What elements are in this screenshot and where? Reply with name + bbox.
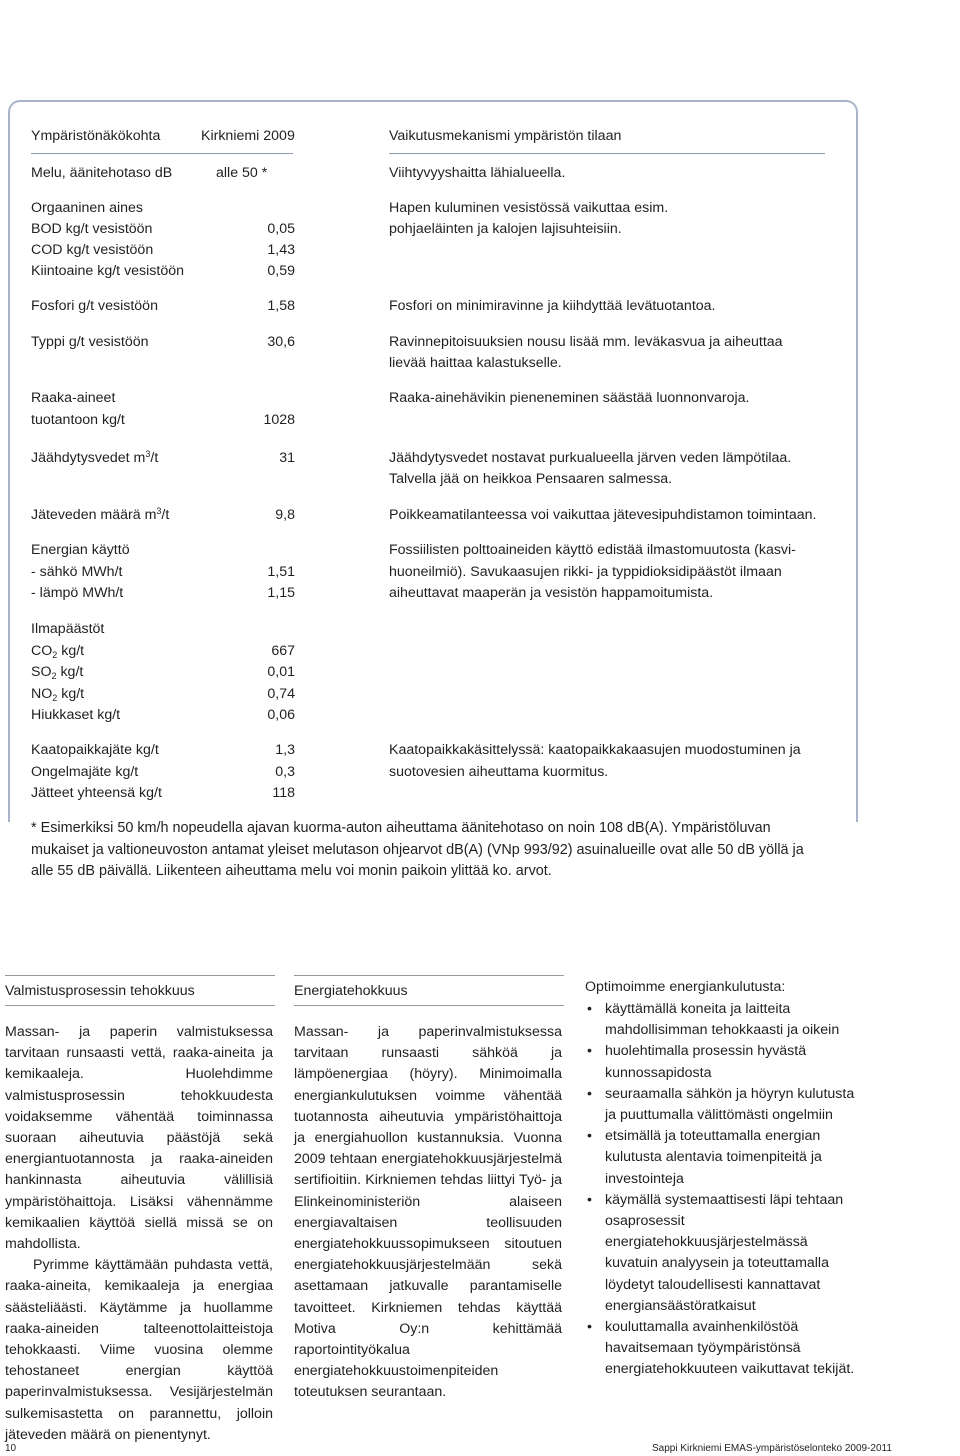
row-waste-total-value: 118 xyxy=(272,785,295,801)
row-wastewater-value: 9,8 xyxy=(275,507,295,523)
table-footnote: * Esimerkiksi 50 km/h nopeudella ajavan kuorma-auton aiheuttama äänitehotaso on noin 108 dB(A). Ympäristöluvan mukaiset ja valtioneuvoston antamat yleiset melutason ohjearvot dB(A) (VNp 993/92) asuinalueille ovat alle 50 dB yöllä ja alle 55 dB päivällä. Liikenteen aiheuttama melu voi monin paikoin ylittää ko. arvot. xyxy=(31,820,804,879)
header-rule-left xyxy=(31,153,293,154)
page-number: 10 xyxy=(5,1443,17,1454)
row-cod-value: 1,43 xyxy=(267,242,295,258)
publication-title: Sappi Kirkniemi EMAS-ympäristöselonteko 2009-2011 xyxy=(652,1443,892,1454)
row-phosphorus-label: Fosfori g/t vesistöön xyxy=(31,298,158,314)
col3-list xyxy=(585,999,855,1381)
row-no2-label: $NO_2$ kg/t xyxy=(31,686,85,703)
row-particles-value: 0,06 xyxy=(267,707,295,723)
col1-paragraph-2: Pyrimme käyttämään puhdasta vettä, raaka-aineita, kemikaaleja ja energiaa säästeliäästi. Käytämme ja huollamme raaka-aineiden talteenottolaitteistoja tehokkaasti. Viime vuosina olemme tehostaneet energian käyttöä paperinvalmistuksessa. Vesijärjestelmän sulkemisastetta on parannettu, jolloin jäteveden määrä on pienentynyt. xyxy=(5,1257,273,1443)
row-cooling-effect-2: Talvella jää on heikkoa Pensaaren salmessa. xyxy=(389,471,673,487)
col3-bullet-5: • käymällä systemaattisesti läpi tehtaan osaprosessit energiatehokkuusjärjestelmässä kuvatuin analyysein ja toteuttamalla löydetyt taloudellisesti kannattavat energiansäästöratkaisut xyxy=(585,1190,855,1317)
row-energy-effect-2: huoneilmiö). Savukaasujen rikki- ja typpidioksidipäästöt ilmaan xyxy=(389,564,782,580)
col1-body xyxy=(5,1022,273,1446)
row-organic-effect-1: Hapen kuluminen vesistössä vaikuttaa esim. xyxy=(389,200,669,216)
row-waste-total-label: Jätteet yhteensä kg/t xyxy=(31,785,162,801)
row-waste-effect-1: Kaatopaikkakäsittelyssä: kaatopaikkakaasujen muodostuminen ja xyxy=(389,742,801,758)
col1-paragraph-1: Massan- ja paperin valmistuksessa tarvitaan runsaasti vettä, raaka-aineita ja kemikaaleja. Huolehdimme valmistusprosessin tehokkuudesta voidaksemme vähentää toiminnassa suoraan aiheutuvia päästöjä sekä energiantuotannosta ja raaka-aineiden hankinnasta aiheutuvia välillisiä ympäristöhaittoja. Lisäksi vähennämme kemikaalien käyttöä siellä missä se on mahdollista. xyxy=(5,1024,273,1253)
row-heat-label: - lämpö MWh/t xyxy=(31,585,124,601)
row-noise-value: alle 50 * xyxy=(216,165,268,181)
row-so2-label: $SO_2$ kg/t xyxy=(31,664,84,681)
row-energy-effect-3: aiheuttavat maaperän ja vesistön happamoitumista. xyxy=(389,585,714,601)
row-solids-value: 0,59 xyxy=(267,263,295,279)
row-raw-value: 1028 xyxy=(263,412,295,428)
row-cooling-value: 31 xyxy=(279,450,295,466)
col1-title: Valmistusprosessin tehokkuus xyxy=(5,983,195,999)
row-nitrogen-value: 30,6 xyxy=(267,334,295,350)
row-phosphorus-value: 1,58 xyxy=(267,298,295,314)
col3-bullet-4: • etsimällä ja toteuttamalla energian kulutusta alentavia toimenpiteitä ja investointeja xyxy=(585,1126,855,1190)
row-particles-label: Hiukkaset kg/t xyxy=(31,707,121,723)
col3-bullet-6: • kouluttamalla avainhenkilöstöä havaitsemaan työympäristönsä energiatehokkuuteen vaikuttavat tekijät. xyxy=(585,1317,855,1381)
row-co2-value: 667 xyxy=(271,643,295,659)
row-raw-effect: Raaka-ainehävikin pieneneminen säästää luonnonvaroja. xyxy=(389,390,750,406)
col2-body xyxy=(294,1022,562,1404)
col3-bullet-1: • käyttämällä koneita ja laitteita mahdollisimman tehokkaasti ja oikein xyxy=(585,999,855,1041)
row-nitrogen-effect-2: lievää haittaa kalastukselle. xyxy=(389,355,562,371)
row-organic-label: Orgaaninen aines xyxy=(31,200,144,216)
header-rule-right xyxy=(389,153,825,154)
row-electricity-label: - sähkö MWh/t xyxy=(31,564,123,580)
row-organic-effect-2: pohjaeläinten ja kalojen lajisuhteisiin. xyxy=(389,221,622,237)
row-hazardous-label: Ongelmajäte kg/t xyxy=(31,764,139,780)
row-waste-effect-2: suotovesien aiheuttama kuormitus. xyxy=(389,764,609,780)
col3-bullet-3: • seuraamalla sähkön ja höyryn kulutusta ja puuttumalla välittömästi ongelmiin xyxy=(585,1084,855,1126)
row-solids-label: Kiintoaine kg/t vesistöön xyxy=(31,263,185,279)
row-landfill-label: Kaatopaikkajäte kg/t xyxy=(31,742,159,758)
col2-paragraph-1: Massan- ja paperinvalmistuksessa tarvitaan runsaasti sähköä ja lämpöenergiaa (höyry). Minimoimalla energiankulutuksen voimme vähentää tuotannosta aiheutuvia ympäristöhaittoja ja energiahuollon kustannuksia. Vuonna 2009 tehtaan energiatehokkuusjärjestelmä sertifioitiin. Kirkniemen tehdas liittyi Työ- ja Elinkeinoministeriön alaiseen energiavaltaisen teollisuuden energiatehokkuussopimukseen sitoutuen energiatehokkuusjärjestelmään sekä asettamaan jatkuvalle parantamiselle tavoitteet. Kirkniemen tehdas käyttää Motiva Oy:n kehittämää raportointityökalua energiatehokkuustoimenpiteiden toteutuksen seurantaan. xyxy=(294,1024,562,1401)
row-cod-label: COD kg/t vesistöön xyxy=(31,242,154,258)
row-nitrogen-label: Typpi g/t vesistöön xyxy=(31,334,149,350)
row-so2-value: 0,01 xyxy=(267,664,295,680)
col2-title: Energiatehokkuus xyxy=(294,983,408,999)
row-bod-label: BOD kg/t vesistöön xyxy=(31,221,153,237)
row-air-label: Ilmapäästöt xyxy=(31,621,105,637)
row-no2-value: 0,74 xyxy=(267,686,295,702)
row-phosphorus-effect: Fosfori on minimiravinne ja kiihdyttää levätuotantoa. xyxy=(389,298,716,314)
row-electricity-value: 1,51 xyxy=(267,564,295,580)
row-co2-label: $CO_2$ kg/t xyxy=(31,643,85,660)
row-noise-effect: Viihtyvyyshaitta lähialueella. xyxy=(389,165,566,181)
col3-bullet-2: • huolehtimalla prosessin hyvästä kunnossapidosta xyxy=(585,1041,855,1083)
row-landfill-value: 1,3 xyxy=(275,742,295,758)
header-aspect: Ympäristönäkökohta xyxy=(31,128,161,144)
row-bod-value: 0,05 xyxy=(267,221,295,237)
row-noise-label: Melu, äänitehotaso dB xyxy=(31,165,173,181)
row-wastewater-label: Jäteveden määrä $m^3/t$ xyxy=(31,506,170,523)
header-year: Kirkniemi 2009 xyxy=(201,128,295,144)
row-raw-label-2: tuotantoon kg/t xyxy=(31,412,125,428)
row-energy-label: Energian käyttö xyxy=(31,542,130,558)
col2-title-rule xyxy=(294,1005,564,1006)
col1-top-rule xyxy=(5,975,275,976)
col1-title-rule xyxy=(5,1005,275,1006)
col3-title: Optimoimme energiankulutusta: xyxy=(585,979,786,995)
header-effect: Vaikutusmekanismi ympäristön tilaan xyxy=(389,128,622,144)
row-energy-effect-1: Fossiilisten polttoaineiden käyttö edistää ilmastomuutosta (kasvi- xyxy=(389,542,796,558)
row-raw-label-1: Raaka-aineet xyxy=(31,390,116,406)
row-heat-value: 1,15 xyxy=(267,585,295,601)
row-hazardous-value: 0,3 xyxy=(275,764,295,780)
row-nitrogen-effect-1: Ravinnepitoisuuksien nousu lisää mm. leväkasvua ja aiheuttaa xyxy=(389,334,783,350)
col2-top-rule xyxy=(294,975,564,976)
row-wastewater-effect: Poikkeamatilanteessa voi vaikuttaa jätevesipuhdistamon toimintaan. xyxy=(389,507,817,523)
row-cooling-effect-1: Jäähdytysvedet nostavat purkualueella järven veden lämpötilaa. xyxy=(389,450,792,466)
row-cooling-label: Jäähdytysvedet $m^3/t$ xyxy=(31,449,159,466)
